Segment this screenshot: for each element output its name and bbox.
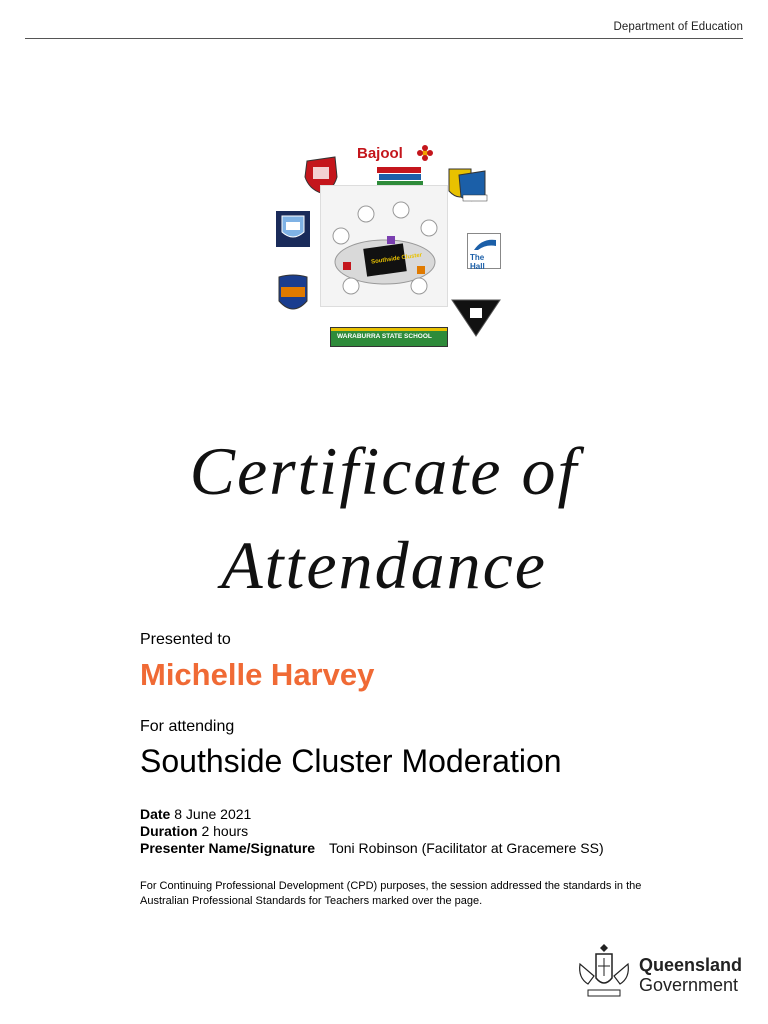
the-hall-logo (467, 233, 501, 269)
department-name: Department of Education (613, 21, 743, 33)
bajool-logo (357, 145, 437, 187)
certificate-title-line1: Certificate of (189, 433, 579, 509)
the-hall-logo-text: The Hall (470, 253, 485, 271)
cluster-meeting-illustration (320, 185, 448, 307)
duration-label: Duration (140, 823, 198, 839)
header-divider (25, 38, 743, 39)
cluster-center-label: Southside Cluster (370, 252, 423, 266)
date-label: Date (140, 806, 171, 822)
certificate-title-line2: Attendance (221, 527, 547, 603)
bouldercombe-logo (450, 298, 502, 338)
queensland-government-logo (574, 944, 746, 1000)
recipient-name: Michelle Harvey (140, 657, 375, 692)
waraburra-logo (330, 327, 448, 347)
date-row (140, 806, 604, 823)
school-logo-cluster (265, 140, 510, 355)
presenter-label: Presenter Name/Signature (140, 840, 316, 856)
for-attending-label: For attending (140, 718, 235, 735)
hall-wave-icon (472, 236, 498, 252)
waraburra-logo-text: WARABURRA STATE SCHOOL (337, 333, 432, 340)
duration-row (140, 823, 604, 840)
bajool-logo-text: Bajool (357, 145, 403, 162)
school-crest-blue-logo (275, 210, 311, 248)
session-details (140, 806, 604, 857)
event-name: Southside Cluster Moderation (140, 743, 562, 779)
cpd-note: For Continuing Professional Development (CPD) purposes, the session addressed the standards in the Australian Professional Standards for Teachers marked over the page. (140, 880, 642, 907)
government-name-line1: Queensland (639, 955, 743, 975)
government-name-line2: Government (639, 975, 739, 995)
flower-icon (417, 145, 433, 161)
queensland-coat-of-arms-icon (574, 944, 634, 1000)
meeting-table-illustration (321, 186, 449, 308)
presented-to-label: Presented to (140, 631, 231, 648)
presenter-row (140, 840, 604, 857)
school-shield-blue-yellow-logo (445, 165, 489, 207)
presenter-value: Toni Robinson (Facilitator at Gracemere SS) (328, 840, 604, 856)
school-crest-orange-logo (277, 273, 309, 317)
duration-value: 2 hours (201, 823, 249, 839)
books-icon (375, 165, 425, 187)
date-value: 8 June 2021 (174, 806, 252, 822)
